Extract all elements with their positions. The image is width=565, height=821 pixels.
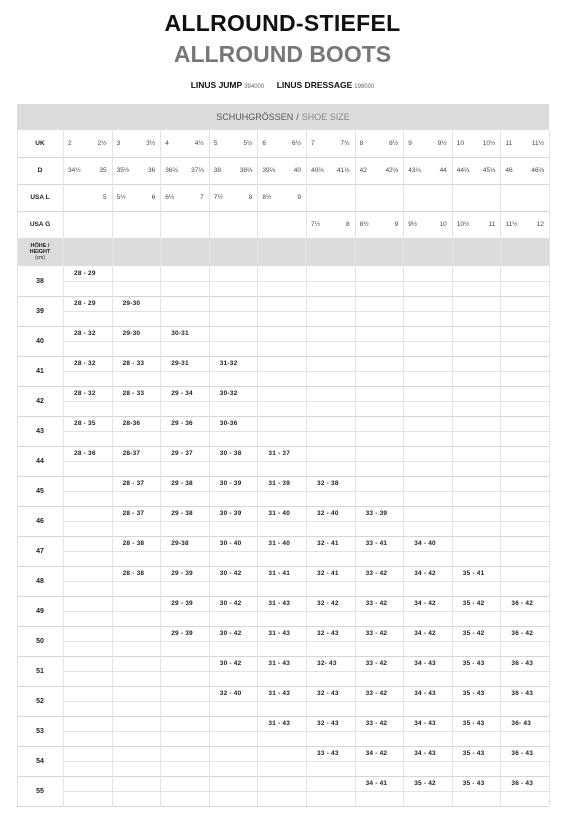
size-value: 9 xyxy=(408,140,412,147)
calf-width-value: 32 - 38 xyxy=(317,480,339,487)
calf-width-value: 36 - 43 xyxy=(511,780,534,787)
size-value: 11½ xyxy=(505,221,518,228)
height-row-label: 49 xyxy=(36,607,44,615)
calf-width-value: 28 - 37 xyxy=(122,510,145,517)
calf-width-value: 33 - 42 xyxy=(365,660,388,667)
calf-width-value: 35 - 43 xyxy=(462,660,485,667)
size-value: 45⅓ xyxy=(482,167,496,174)
row-divider xyxy=(17,776,549,777)
size-value: 35 xyxy=(99,167,107,174)
height-row-label: 44 xyxy=(36,457,44,465)
header-english: SHOE SIZE xyxy=(301,112,350,122)
calf-width-value: 31 - 40 xyxy=(268,540,291,547)
row-divider xyxy=(17,626,549,627)
column-divider xyxy=(452,130,453,806)
calf-width-value: 30-36 xyxy=(219,420,238,427)
size-value: 12 xyxy=(536,221,544,228)
calf-width-value: 33 - 42 xyxy=(365,690,388,697)
size-value: 7 xyxy=(311,140,315,147)
calf-width-value: 32 - 40 xyxy=(219,690,242,697)
calf-width-value: 32 - 40 xyxy=(317,510,339,517)
size-chart-table xyxy=(17,104,549,804)
calf-width-value: 32 - 42 xyxy=(317,600,339,607)
column-divider xyxy=(355,130,356,806)
calf-width-value: 32 - 43 xyxy=(317,720,339,727)
calf-width-value: 34 - 42 xyxy=(365,750,388,757)
size-value: 38 xyxy=(213,167,222,174)
size-value: 41⅓ xyxy=(336,167,350,174)
calf-width-value: 29-31 xyxy=(171,360,189,367)
row-divider xyxy=(17,386,549,387)
calf-width-value: 28 - 33 xyxy=(122,390,145,397)
size-value: 10 xyxy=(456,140,465,147)
calf-width-value: 28-37 xyxy=(122,450,141,457)
size-value: 10½ xyxy=(482,140,496,147)
calf-width-value: 35 - 42 xyxy=(462,600,485,607)
title-german: ALLROUND-STIEFEL xyxy=(164,10,401,36)
calf-width-value: 34 - 43 xyxy=(414,660,436,667)
row-divider xyxy=(17,656,549,657)
row-divider xyxy=(17,506,549,507)
calf-width-value: 29 - 36 xyxy=(171,420,193,427)
row-divider xyxy=(17,157,549,158)
size-value: 2½ xyxy=(97,140,107,147)
calf-width-value: 28 - 36 xyxy=(74,450,96,457)
calf-width-value: 31 - 43 xyxy=(268,660,291,667)
calf-width-value: 35 - 43 xyxy=(462,720,485,727)
size-value: 7 xyxy=(200,194,204,201)
height-row-label: 51 xyxy=(36,667,44,675)
column-divider xyxy=(549,130,550,806)
calf-width-value: 31 - 43 xyxy=(268,630,291,637)
size-value: 44 xyxy=(439,167,447,174)
calf-width-value: 29 - 37 xyxy=(171,450,193,457)
row-divider xyxy=(17,686,549,687)
calf-width-value: 35 - 42 xyxy=(414,780,436,787)
size-row-label: D xyxy=(37,167,43,174)
calf-width-value: 29 - 39 xyxy=(171,600,193,607)
model-line xyxy=(0,80,565,90)
size-value: 40⅔ xyxy=(311,167,324,174)
row-divider xyxy=(17,211,549,212)
size-value: 11 xyxy=(505,140,513,147)
height-row-label: 55 xyxy=(36,787,44,795)
height-row-label: 40 xyxy=(36,337,44,345)
height-row-label: 52 xyxy=(36,697,44,705)
height-row-label: 38 xyxy=(36,277,44,285)
calf-width-value: 33 - 42 xyxy=(365,570,388,577)
calf-width-value: 33 - 39 xyxy=(365,510,388,517)
model-name: LINUS DRESSAGE xyxy=(276,80,353,90)
column-divider xyxy=(160,130,161,806)
size-value: 8 xyxy=(359,140,364,147)
height-row-label: 54 xyxy=(36,757,44,765)
row-divider xyxy=(17,356,549,357)
size-value: 5½ xyxy=(116,194,126,201)
row-divider xyxy=(17,326,549,327)
size-value: 4 xyxy=(165,140,169,147)
size-value: 6 xyxy=(151,194,156,201)
calf-width-value: 30 - 39 xyxy=(219,480,242,487)
calf-width-value: 29 - 38 xyxy=(171,480,193,487)
calf-width-value: 33 - 42 xyxy=(365,600,388,607)
calf-width-value: 31 - 37 xyxy=(268,450,291,457)
column-divider xyxy=(403,130,404,806)
size-value: 6 xyxy=(262,140,267,147)
calf-width-value: 28 - 29 xyxy=(74,270,96,277)
size-value: 9 xyxy=(297,194,301,201)
size-value: 3 xyxy=(116,140,121,147)
size-value: 5 xyxy=(102,194,107,201)
size-value: 8½ xyxy=(359,221,369,228)
height-row-label: 46 xyxy=(36,517,44,525)
calf-width-value: 28 - 38 xyxy=(122,540,145,547)
size-value: 8½ xyxy=(389,140,399,147)
height-header-band xyxy=(17,238,549,266)
size-value: 42⅔ xyxy=(385,167,399,174)
size-value: 37⅓ xyxy=(191,167,204,174)
calf-width-value: 28 - 37 xyxy=(122,480,145,487)
size-value: 39⅓ xyxy=(262,167,276,174)
header-separator: / xyxy=(296,112,299,122)
calf-width-value: 32 - 41 xyxy=(317,540,339,547)
height-row-label: 45 xyxy=(36,487,44,495)
calf-width-value: 29-38 xyxy=(171,540,189,547)
calf-width-value: 32 - 43 xyxy=(317,690,339,697)
size-value: 2 xyxy=(68,140,72,147)
size-value: 38⅔ xyxy=(239,167,253,174)
size-value: 36⅔ xyxy=(165,167,178,174)
title-english: ALLROUND BOOTS xyxy=(173,41,392,67)
calf-width-value: 33 - 42 xyxy=(365,720,388,727)
size-value: 6½ xyxy=(165,194,175,201)
calf-width-value: 31 - 40 xyxy=(268,510,291,517)
calf-width-value: 36 - 43 xyxy=(511,690,534,697)
calf-width-value: 30-32 xyxy=(219,390,238,397)
height-row-label: 42 xyxy=(36,397,44,405)
calf-width-value: 31 - 39 xyxy=(268,480,291,487)
calf-width-value: 29 - 39 xyxy=(171,570,193,577)
header-german: SCHUHGRÖSSEN xyxy=(216,112,294,122)
size-value: 10½ xyxy=(456,221,470,228)
calf-width-value: 36 - 43 xyxy=(511,750,534,757)
calf-width-value: 35 - 41 xyxy=(462,570,485,577)
size-value: 46⅔ xyxy=(531,167,544,174)
calf-width-value: 34 - 43 xyxy=(414,720,436,727)
model-code: 198000 xyxy=(354,84,375,90)
size-value: 9½ xyxy=(408,221,418,228)
calf-width-value: 30 - 40 xyxy=(219,540,242,547)
model-name: LINUS JUMP xyxy=(190,80,243,90)
size-value: 10 xyxy=(439,221,447,228)
calf-width-value: 34 - 42 xyxy=(414,600,436,607)
column-divider xyxy=(209,130,210,806)
calf-width-value: 35 - 43 xyxy=(462,750,485,757)
calf-width-value: 29 - 39 xyxy=(171,630,193,637)
table-left-border xyxy=(17,130,18,806)
size-value: 6½ xyxy=(291,140,301,147)
calf-width-value: 28 - 32 xyxy=(74,390,96,397)
calf-width-value: 32 - 43 xyxy=(317,630,339,637)
height-header-label xyxy=(17,243,63,261)
shoe-size-header xyxy=(17,104,549,130)
calf-width-value: 32 - 41 xyxy=(317,570,339,577)
calf-width-value: 36 - 42 xyxy=(511,630,534,637)
size-value: 36 xyxy=(147,167,156,174)
size-row-label: USA L xyxy=(30,194,50,201)
calf-width-value: 34 - 43 xyxy=(414,690,436,697)
size-value: 4½ xyxy=(194,140,204,147)
size-value: 5½ xyxy=(243,140,253,147)
size-value: 3½ xyxy=(146,140,156,147)
size-value: 46 xyxy=(505,167,513,174)
calf-width-value: 36 - 42 xyxy=(511,600,534,607)
size-value: 11½ xyxy=(531,140,544,147)
column-divider xyxy=(63,130,64,806)
size-value: 34½ xyxy=(68,167,81,174)
calf-width-value: 33 - 41 xyxy=(365,540,388,547)
calf-width-value: 34 - 41 xyxy=(365,780,388,787)
row-divider xyxy=(17,716,549,717)
height-row-label: 48 xyxy=(36,577,44,585)
calf-width-value: 30 - 38 xyxy=(219,450,242,457)
calf-width-value: 34 - 40 xyxy=(414,540,436,547)
row-divider xyxy=(17,476,549,477)
calf-width-value: 29 - 38 xyxy=(171,510,193,517)
calf-width-value: 30 - 42 xyxy=(219,660,242,667)
size-row-label: USA G xyxy=(29,221,51,228)
height-row-label: 39 xyxy=(36,307,44,315)
height-label-line: HÖHE / xyxy=(30,243,50,249)
size-value: 7½ xyxy=(213,194,223,201)
column-divider xyxy=(306,130,307,806)
calf-width-value: 31 - 41 xyxy=(268,570,291,577)
calf-width-value: 28 - 32 xyxy=(74,360,96,367)
column-divider xyxy=(112,130,113,806)
calf-width-value: 29-30 xyxy=(122,300,141,307)
calf-width-value: 32- 43 xyxy=(317,660,337,667)
size-value: 9½ xyxy=(437,140,447,147)
calf-width-value: 30-31 xyxy=(171,330,189,337)
size-value: 8 xyxy=(248,194,253,201)
size-value: 5 xyxy=(213,140,218,147)
column-divider xyxy=(500,130,501,806)
size-value: 42 xyxy=(359,167,367,174)
size-value: 7½ xyxy=(340,140,350,147)
height-row-label: 43 xyxy=(36,427,44,435)
row-divider xyxy=(17,746,549,747)
column-divider xyxy=(257,130,258,806)
size-value: 40 xyxy=(293,167,301,174)
height-row-label: 53 xyxy=(36,727,44,735)
size-row-label: UK xyxy=(35,140,45,147)
calf-width-value: 29-30 xyxy=(122,330,141,337)
calf-width-value: 31 - 43 xyxy=(268,690,291,697)
calf-width-value: 36- 43 xyxy=(511,720,532,727)
row-divider xyxy=(17,296,549,297)
size-value: 35½ xyxy=(116,167,130,174)
calf-width-value: 28 - 33 xyxy=(122,360,145,367)
size-value: 43⅓ xyxy=(408,167,421,174)
calf-width-value: 35 - 43 xyxy=(462,690,485,697)
calf-width-value: 35 - 43 xyxy=(462,780,485,787)
height-label-line: HEIGHT xyxy=(29,249,51,255)
row-divider xyxy=(17,566,549,567)
calf-width-value: 34 - 42 xyxy=(414,630,436,637)
size-value: 8 xyxy=(345,221,350,228)
size-value: 8½ xyxy=(262,194,272,201)
calf-width-value: 30 - 42 xyxy=(219,630,242,637)
size-value: 9 xyxy=(394,221,399,228)
calf-width-value: 29 - 34 xyxy=(171,390,193,397)
height-label-unit: (cm) xyxy=(35,255,45,261)
row-divider xyxy=(17,536,549,537)
height-row-label: 50 xyxy=(36,637,44,645)
calf-width-value: 34 - 42 xyxy=(414,570,436,577)
calf-width-value: 28-36 xyxy=(122,420,141,427)
row-divider xyxy=(17,184,549,185)
calf-width-value: 35 - 42 xyxy=(462,630,485,637)
calf-width-value: 30 - 42 xyxy=(219,600,242,607)
calf-width-value: 31 - 43 xyxy=(268,720,291,727)
height-row-label: 47 xyxy=(36,547,44,555)
row-divider xyxy=(17,446,549,447)
calf-width-value: 31 - 43 xyxy=(268,600,291,607)
calf-width-value: 28 - 29 xyxy=(74,300,96,307)
calf-width-value: 36 - 43 xyxy=(511,660,534,667)
height-row-label: 41 xyxy=(36,367,44,375)
row-divider xyxy=(17,416,549,417)
row-divider xyxy=(17,806,549,807)
calf-width-value: 33 - 42 xyxy=(365,630,388,637)
calf-width-value: 28 - 35 xyxy=(74,420,96,427)
calf-width-value: 28 - 38 xyxy=(122,570,145,577)
calf-width-value: 30 - 42 xyxy=(219,570,242,577)
calf-width-value: 34 - 43 xyxy=(414,750,436,757)
row-divider xyxy=(17,596,549,597)
calf-width-value: 31-32 xyxy=(219,360,238,367)
size-value: 11 xyxy=(488,221,496,228)
calf-width-value: 33 - 43 xyxy=(317,750,339,757)
calf-width-value: 30 - 39 xyxy=(219,510,242,517)
calf-width-value: 28 - 32 xyxy=(74,330,96,337)
model-code: 394000 xyxy=(244,84,265,90)
size-value: 7½ xyxy=(311,221,321,228)
size-value: 44⅔ xyxy=(456,167,470,174)
